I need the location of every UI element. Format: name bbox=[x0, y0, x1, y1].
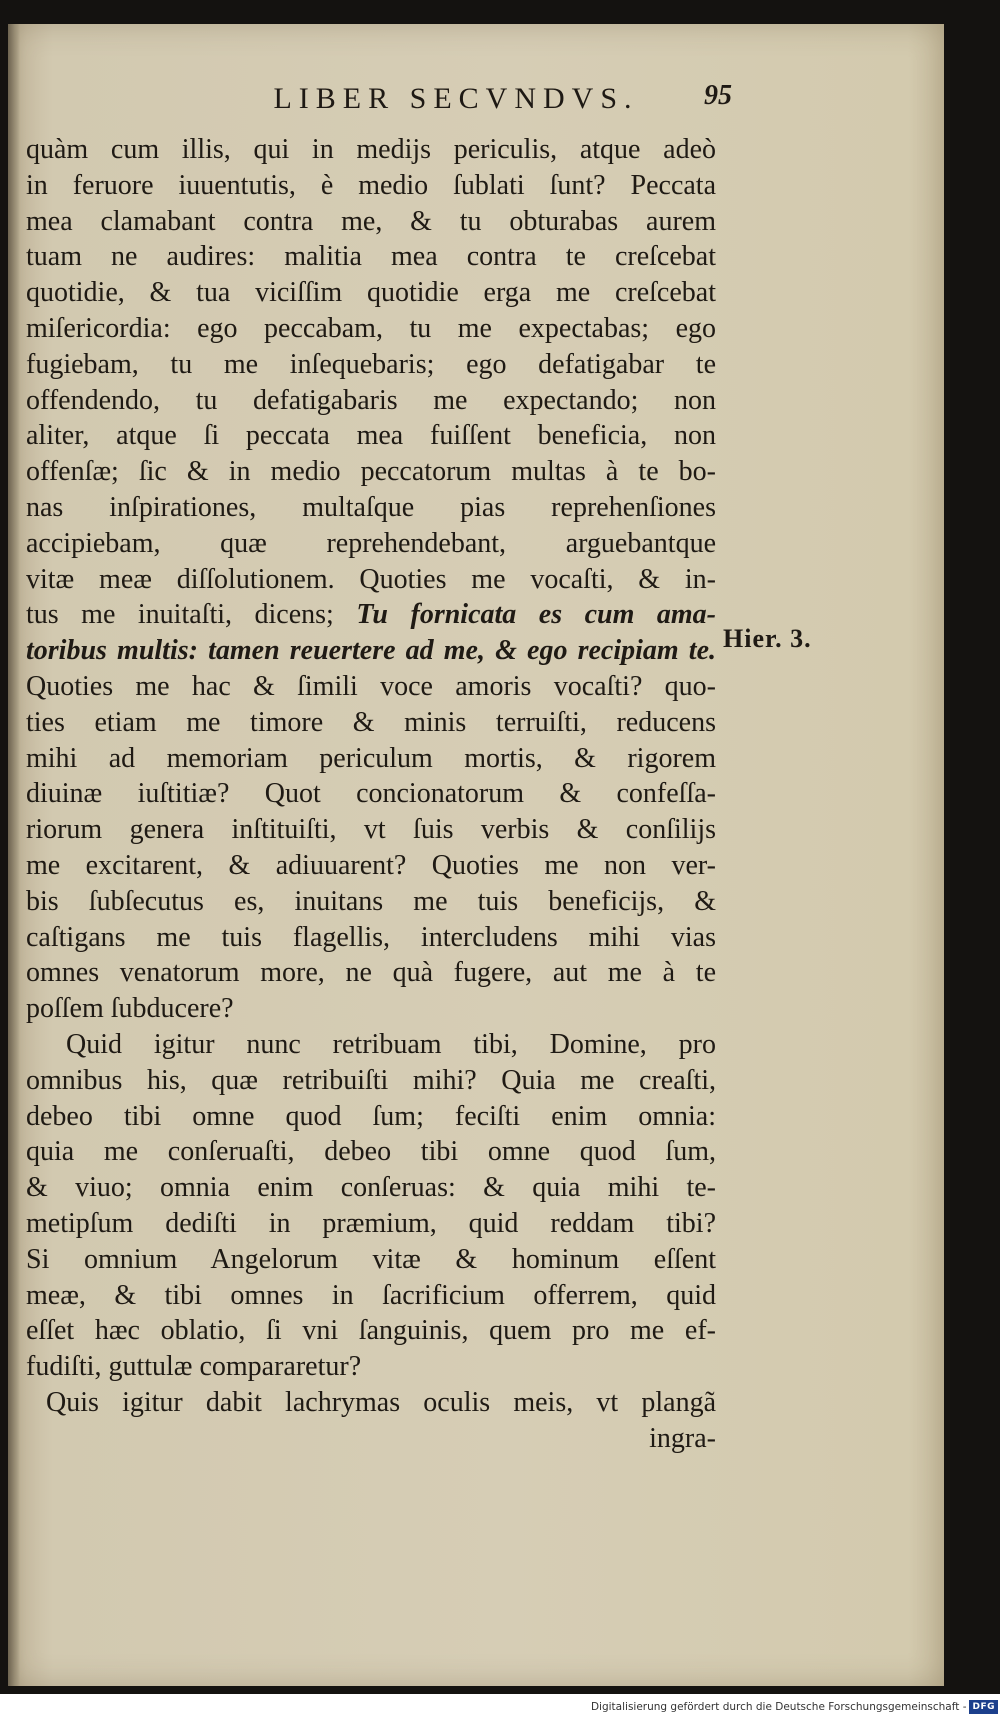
text-line: quotidie, & tua viciſſim quotidie erga me creſcebat bbox=[26, 277, 716, 309]
page-binding-edge bbox=[8, 24, 20, 1686]
text-line: tuam ne audires: malitia mea contra te creſcebat bbox=[26, 241, 716, 273]
text-line: miſericordia: ego peccabam, tu me expectabas; ego bbox=[26, 312, 716, 344]
text-line: poſſem ſubducere? bbox=[26, 993, 234, 1025]
catchword: ingra- bbox=[649, 1422, 716, 1454]
text-line: meæ, & tibi omnes in ſacrificium offerrem, quid bbox=[26, 1279, 716, 1311]
text-line: aliter, atque ſi peccata mea fuiſſent beneficia, non bbox=[26, 420, 716, 452]
text-line: in feruore iuuentutis, è medio ſublati ſunt? Peccata bbox=[26, 169, 716, 201]
text-line: fudiſti, guttulæ compararetur? bbox=[26, 1351, 362, 1383]
text-line: vitæ meæ diſſolutionem. Quoties me vocaſti, & in- bbox=[26, 563, 716, 595]
text-line: bis ſubſecutus es, inuitans me tuis beneficijs, & bbox=[26, 885, 716, 917]
text-line: Quoties me hac & ſimili voce amoris vocaſti? quo- bbox=[26, 670, 716, 702]
text-line: caſtigans me tuis flagellis, intercludens mihi vias bbox=[26, 921, 716, 953]
paragraph-start-line: Quis igitur dabit lachrymas oculis meis, vt plangã bbox=[46, 1386, 716, 1418]
text-line: nas inſpirationes, multaſque pias reprehenſiones bbox=[26, 491, 716, 523]
running-head: LIBER SECVNDVS. bbox=[273, 82, 639, 115]
text-line-with-quote bbox=[26, 597, 716, 633]
margin-note: Hier. 3. bbox=[723, 624, 812, 653]
text-line: mihi ad memoriam periculum mortis, & rigorem bbox=[26, 742, 716, 774]
page-number: 95 bbox=[704, 80, 732, 111]
text-line: metipſum dediſti in præmium, quid reddam tibi? bbox=[26, 1207, 716, 1239]
text-line: mea clamabant contra me, & tu obturabas aurem bbox=[26, 205, 716, 237]
text-line: accipiebam, quæ reprehendebant, arguebantque bbox=[26, 527, 716, 559]
text-line: debeo tibi omne quod ſum; feciſti enim omnia: bbox=[26, 1100, 716, 1132]
text-line-lead: tus me inuitaſti, dicens; bbox=[26, 599, 334, 631]
scripture-quote: Tu fornicata es cum ama- bbox=[356, 599, 717, 631]
text-line: Si omnium Angelorum vitæ & hominum eſſent bbox=[26, 1243, 716, 1275]
text-line: eſſet hæc oblatio, ſi vni ſanguinis, quem pro me ef- bbox=[26, 1315, 716, 1347]
book-page bbox=[8, 24, 944, 1686]
dfg-logo: DFG bbox=[969, 1700, 998, 1714]
text-line: omnibus his, quæ retribuiſti mihi? Quia me creaſti, bbox=[26, 1064, 716, 1096]
text-line: quia me conſeruaſti, debeo tibi omne quod ſum, bbox=[26, 1136, 716, 1168]
text-line: riorum genera inſtituiſti, vt ſuis verbis & conſilijs bbox=[26, 814, 716, 846]
text-line: fugiebam, tu me inſequebaris; ego defatigabar te bbox=[26, 348, 716, 380]
text-line: omnes venatorum more, ne quà fugere, aut me à te bbox=[26, 957, 716, 989]
text-line: me excitarent, & adiuuarent? Quoties me non ver- bbox=[26, 849, 716, 881]
paragraph-start-line: Quid igitur nunc retribuam tibi, Domine, pro bbox=[66, 1028, 716, 1060]
digitization-footer bbox=[0, 1696, 1000, 1719]
text-line: diuinæ iuſtitiæ? Quot concionatorum & confeſſa- bbox=[26, 778, 716, 810]
scripture-quote-line: toribus multis: tamen reuertere ad me, & ego recipiam te. bbox=[26, 635, 716, 667]
text-line: offendendo, tu defatigabaris me expectando; non bbox=[26, 384, 716, 416]
text-line: ties etiam me timore & minis terruiſti, reducens bbox=[26, 706, 716, 738]
body-text bbox=[26, 132, 716, 1456]
footer-text: Digitalisierung gefördert durch die Deutsche Forschungsgemeinschaft - bbox=[590, 1701, 967, 1713]
text-line: & viuo; omnia enim conſeruas: & quia mihi te- bbox=[26, 1172, 716, 1204]
text-line: offenſæ; ſic & in medio peccatorum multas à te bo- bbox=[26, 456, 716, 488]
text-line: quàm cum illis, qui in medijs periculis, atque adeò bbox=[26, 134, 716, 165]
